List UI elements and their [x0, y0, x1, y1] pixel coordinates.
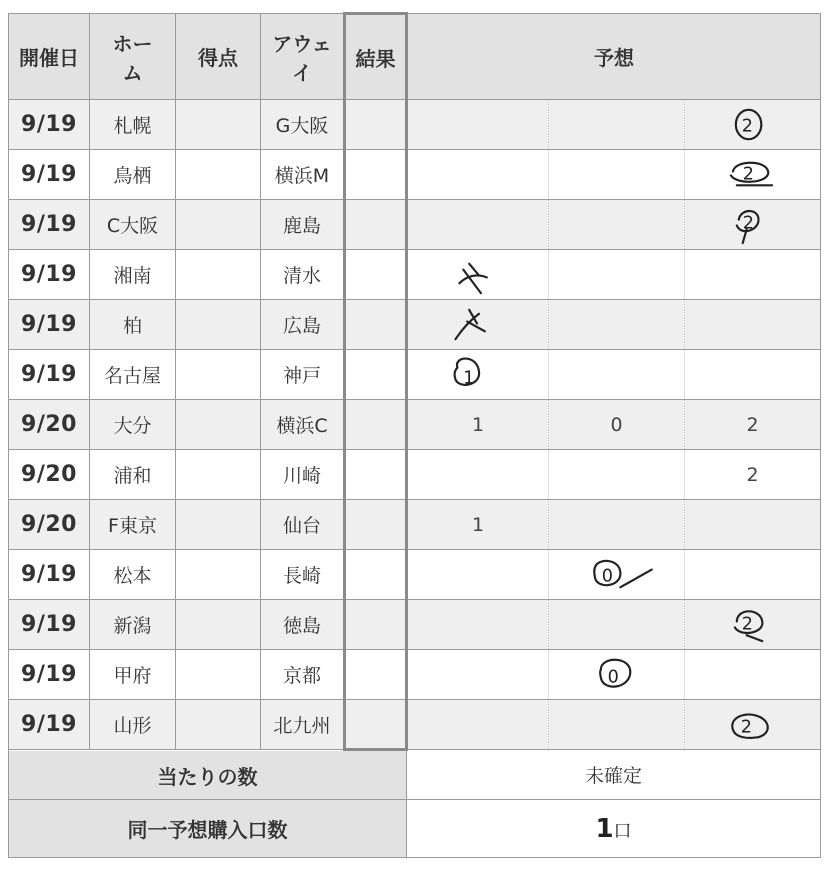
prediction-draw[interactable]	[549, 100, 685, 150]
purchase-count-unit: 口	[613, 820, 632, 842]
home-team: 湘南	[90, 250, 176, 300]
match-date: 9/20	[9, 450, 90, 500]
away-team: 鹿島	[261, 200, 345, 250]
match-date: 9/19	[9, 200, 90, 250]
match-date: 9/19	[9, 350, 90, 400]
handwritten-circled-two	[685, 600, 820, 649]
match-row	[9, 200, 821, 250]
purchase-count-label: 同一予想購入口数	[9, 800, 407, 858]
header-home: ホー ム	[90, 14, 176, 100]
home-team: 甲府	[90, 650, 176, 700]
score-cell	[176, 300, 261, 350]
away-team: 徳島	[261, 600, 345, 650]
away-team: 広島	[261, 300, 345, 350]
handwritten-circled-two	[685, 700, 820, 749]
match-row	[9, 150, 821, 200]
away-team: 川崎	[261, 450, 345, 500]
purchase-count-value	[407, 800, 821, 858]
prediction-home-win[interactable]	[407, 300, 549, 350]
svg-text:2: 2	[740, 717, 752, 738]
match-row	[9, 350, 821, 400]
prediction-draw[interactable]	[549, 350, 685, 400]
prediction-draw[interactable]	[549, 650, 685, 700]
svg-text:2: 2	[742, 213, 754, 234]
prediction-home-win[interactable]	[407, 450, 549, 500]
prediction-away-win[interactable]	[685, 300, 821, 350]
score-cell	[176, 150, 261, 200]
prediction-draw[interactable]	[549, 450, 685, 500]
purchase-count-number: 1	[595, 813, 614, 844]
result-cell	[345, 300, 407, 350]
prediction-away-win[interactable]	[685, 600, 821, 650]
home-team: 大分	[90, 400, 176, 450]
handwritten-circled-two	[685, 200, 820, 249]
away-team: 神戸	[261, 350, 345, 400]
away-team: 清水	[261, 250, 345, 300]
handwritten-circled-two	[685, 100, 820, 149]
handwritten-circled-one	[408, 350, 548, 399]
prediction-away-win[interactable]: 2	[685, 450, 821, 500]
prediction-away-win[interactable]	[685, 700, 821, 750]
prediction-away-win[interactable]	[685, 550, 821, 600]
prediction-home-win[interactable]: 1	[407, 500, 549, 550]
score-cell	[176, 700, 261, 750]
prediction-home-win[interactable]	[407, 250, 549, 300]
handwritten-cross-out	[408, 300, 548, 349]
score-cell	[176, 100, 261, 150]
prediction-home-win[interactable]	[407, 650, 549, 700]
match-row	[9, 300, 821, 350]
match-row	[9, 550, 821, 600]
prediction-home-win[interactable]	[407, 600, 549, 650]
result-cell	[345, 650, 407, 700]
away-team: 横浜C	[261, 400, 345, 450]
away-team: 京都	[261, 650, 345, 700]
prediction-home-win[interactable]	[407, 200, 549, 250]
prediction-draw[interactable]	[549, 200, 685, 250]
table-header-row	[9, 14, 821, 100]
match-date: 9/19	[9, 600, 90, 650]
prediction-draw[interactable]	[549, 700, 685, 750]
match-date: 9/19	[9, 150, 90, 200]
svg-text:2: 2	[742, 164, 754, 185]
result-cell	[345, 350, 407, 400]
score-cell	[176, 350, 261, 400]
match-date: 9/19	[9, 650, 90, 700]
header-score: 得点	[176, 14, 261, 100]
score-cell	[176, 600, 261, 650]
result-cell	[345, 500, 407, 550]
match-date: 9/19	[9, 300, 90, 350]
hits-value: 未確定	[407, 750, 821, 800]
home-team: 松本	[90, 550, 176, 600]
prediction-draw[interactable]	[549, 300, 685, 350]
handwritten-circled-zero	[549, 650, 684, 699]
header-away: アウェ イ	[261, 14, 345, 100]
prediction-away-win[interactable]	[685, 100, 821, 150]
result-cell	[345, 700, 407, 750]
home-team: 山形	[90, 700, 176, 750]
home-team: 名古屋	[90, 350, 176, 400]
toto-prediction-table	[8, 12, 821, 858]
handwritten-circled-two	[685, 150, 820, 199]
result-cell	[345, 100, 407, 150]
match-date: 9/19	[9, 550, 90, 600]
away-team: 長崎	[261, 550, 345, 600]
prediction-home-win[interactable]: 1	[407, 400, 549, 450]
prediction-away-win[interactable]	[685, 650, 821, 700]
score-cell	[176, 500, 261, 550]
svg-text:1: 1	[463, 368, 475, 389]
result-cell	[345, 200, 407, 250]
prediction-home-win[interactable]	[407, 350, 549, 400]
handwritten-cross-out	[408, 250, 548, 299]
prediction-home-win[interactable]	[407, 700, 549, 750]
svg-text:2: 2	[741, 614, 753, 635]
home-team: 新潟	[90, 600, 176, 650]
away-team: G大阪	[261, 100, 345, 150]
match-row	[9, 700, 821, 750]
result-cell	[345, 150, 407, 200]
match-row	[9, 400, 821, 450]
match-row	[9, 450, 821, 500]
away-team: 横浜M	[261, 150, 345, 200]
result-cell	[345, 450, 407, 500]
match-row	[9, 100, 821, 150]
away-team: 仙台	[261, 500, 345, 550]
score-cell	[176, 250, 261, 300]
purchase-summary-row	[9, 800, 821, 858]
match-row	[9, 500, 821, 550]
header-date: 開催日	[9, 14, 90, 100]
home-team: F東京	[90, 500, 176, 550]
away-team: 北九州	[261, 700, 345, 750]
result-cell	[345, 400, 407, 450]
match-date: 9/20	[9, 400, 90, 450]
prediction-draw[interactable]	[549, 500, 685, 550]
score-cell	[176, 650, 261, 700]
result-cell	[345, 550, 407, 600]
match-date: 9/19	[9, 700, 90, 750]
home-team: 札幌	[90, 100, 176, 150]
prediction-draw[interactable]: 0	[549, 400, 685, 450]
header-prediction: 予想	[407, 14, 821, 100]
result-cell	[345, 250, 407, 300]
match-row	[9, 650, 821, 700]
prediction-away-win[interactable]	[685, 200, 821, 250]
home-team: 浦和	[90, 450, 176, 500]
result-cell	[345, 600, 407, 650]
prediction-draw[interactable]	[549, 150, 685, 200]
prediction-home-win[interactable]	[407, 100, 549, 150]
prediction-draw[interactable]	[549, 250, 685, 300]
svg-text:0: 0	[607, 667, 619, 688]
prediction-draw[interactable]	[549, 600, 685, 650]
match-date: 9/19	[9, 100, 90, 150]
home-team: 鳥栖	[90, 150, 176, 200]
match-row	[9, 250, 821, 300]
score-cell	[176, 200, 261, 250]
prediction-home-win[interactable]	[407, 550, 549, 600]
match-row	[9, 600, 821, 650]
prediction-home-win[interactable]	[407, 150, 549, 200]
home-team: 柏	[90, 300, 176, 350]
score-cell	[176, 450, 261, 500]
prediction-draw[interactable]	[549, 550, 685, 600]
home-team: C大阪	[90, 200, 176, 250]
handwritten-circled-zero	[549, 550, 684, 599]
svg-text:0: 0	[601, 566, 614, 587]
match-date: 9/19	[9, 250, 90, 300]
score-cell	[176, 550, 261, 600]
prediction-away-win[interactable]	[685, 500, 821, 550]
hits-summary-row	[9, 750, 821, 800]
prediction-away-win[interactable]	[685, 350, 821, 400]
prediction-away-win[interactable]: 2	[685, 400, 821, 450]
header-result: 結果	[345, 14, 407, 100]
prediction-away-win[interactable]	[685, 150, 821, 200]
prediction-away-win[interactable]	[685, 250, 821, 300]
hits-label: 当たりの数	[9, 750, 407, 800]
svg-text:2: 2	[741, 116, 753, 137]
match-date: 9/20	[9, 500, 90, 550]
score-cell	[176, 400, 261, 450]
